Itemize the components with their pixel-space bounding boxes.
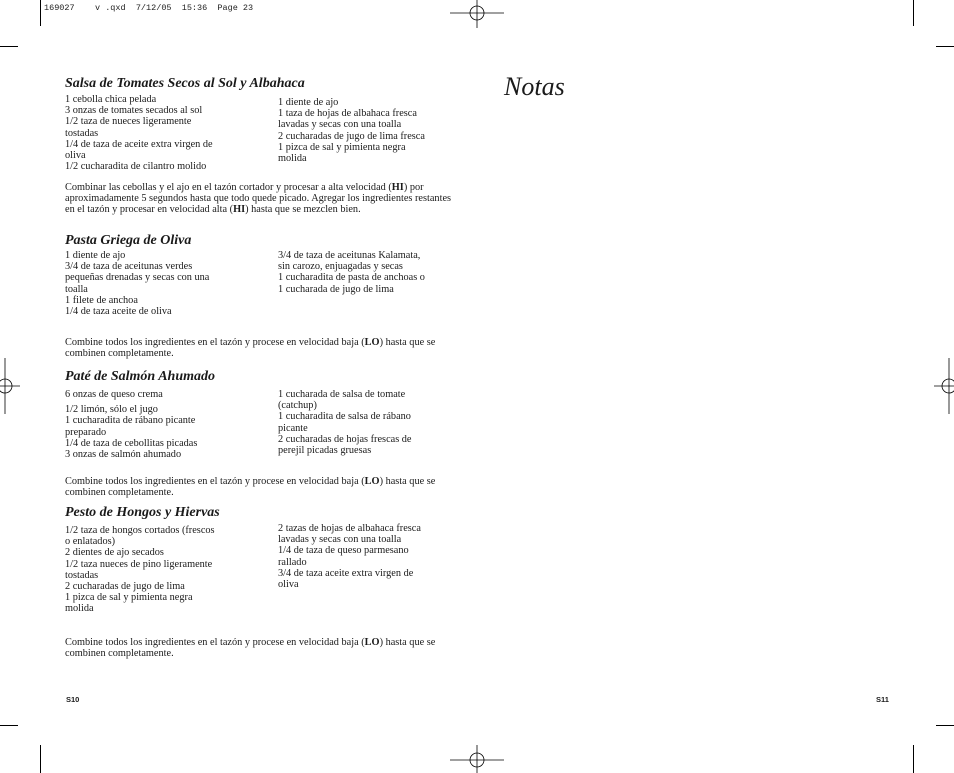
instruction-text: Combine todos los ingredientes en el tazón y procese en velocidad baja ( [65,337,365,348]
ingredient-line: 2 tazas de hojas de albahaca fresca [278,523,421,534]
ingredient-list-right [278,250,456,295]
ingredient-line: 2 cucharadas de hojas frescas de [278,433,412,445]
ingredient-list-left [65,389,245,460]
crop-mark [936,725,954,726]
speed-setting: LO [364,337,380,348]
recipe-title: Pesto de Hongos y Hiervas [65,505,220,520]
ingredient-line: rallado [278,556,307,568]
registration-mark-icon [450,0,504,28]
ingredient-line: oliva [65,150,86,162]
ingredient-list-left [65,525,245,615]
speed-setting: LO [364,637,380,648]
ingredient-list-right [278,523,456,590]
ingredient-line: molida [65,603,94,615]
ingredient-line: picante [278,422,308,434]
file-slug: 169027 v .qxd 7/12/05 15:36 Page 23 [44,3,254,13]
ingredient-line: lavadas y secas con una toalla [278,119,402,131]
recipe-title: Paté de Salmón Ahumado [65,369,216,384]
ingredient-line: 1 cucharada de jugo de lima [278,283,394,295]
instruction-text: Combinar las cebollas y el ajo en el tazón cortador y procesar a alta velocidad ( [65,182,392,193]
ingredient-line: 1/4 de taza de aceite extra virgen de [65,138,213,150]
ingredient-line: 3 onzas de tomates secados al sol [65,105,203,117]
instruction-text: ) por aproximadamente 5 segundos hasta que todo quede picado. Agregar los ingredientes restantes en el tazón y procesar en velocidad alta ( [65,182,452,216]
ingredient-line: 1 filete de anchoa [65,294,138,306]
ingredient-line: lavadas y secas con una toalla [278,534,402,546]
ingredient-list-right [278,389,456,456]
crop-mark [40,745,41,773]
ingredient-line: 1 cebolla chica pelada [65,94,157,105]
ingredient-line: 1/4 de taza de cebollitas picadas [65,437,198,449]
ingredient-line: 1/2 taza de hongos cortados (frescos [65,525,215,536]
ingredient-line: 3/4 de taza de aceitunas Kalamata, [278,250,421,261]
page-number-left: S10 [66,695,80,704]
instruction-text: Combine todos los ingredientes en el tazón y procese en velocidad baja ( [65,637,365,648]
registration-mark-icon [0,358,20,414]
ingredient-line: 3/4 de taza de aceitunas verdes [65,261,193,273]
ingredient-line: 3 onzas de salmón ahumado [65,449,182,461]
ingredient-line: 1 pizca de sal y pimienta negra [278,141,406,153]
crop-mark [913,745,914,773]
speed-setting: LO [364,476,380,487]
registration-mark-icon [450,745,504,773]
ingredient-line: tostadas [65,569,99,581]
ingredient-list-left [65,250,245,317]
instruction-text: ) hasta que se mezclen bien. [245,204,361,216]
ingredient-line: 1/2 taza de nueces ligeramente [65,116,192,128]
ingredient-line: tostadas [65,127,99,139]
ingredient-list-left [65,94,245,172]
ingredient-line: 3/4 de taza aceite extra virgen de [278,567,414,579]
ingredient-line: o enlatados) [65,536,116,548]
ingredient-line: 6 onzas de queso crema [65,389,163,400]
registration-mark-icon [934,358,954,414]
ingredient-line: (catchup) [278,400,317,412]
ingredient-line: 1 cucharadita de salsa de rábano [278,411,411,423]
crop-mark [913,0,914,26]
recipe-instructions [65,182,455,216]
ingredient-line: 1 cucharada de salsa de tomate [278,389,406,400]
ingredient-line: 1 cucharadita de rábano picante [65,415,196,427]
recipe-instructions [65,637,455,659]
ingredient-line: molida [278,153,307,165]
ingredient-line: 1/2 limón, sólo el jugo [65,404,158,416]
ingredient-line: oliva [278,579,299,591]
crop-mark [936,46,954,47]
ingredient-line: perejil picadas gruesas [278,445,372,457]
ingredient-line: 1/2 cucharadita de cilantro molido [65,161,207,173]
instruction-text: ) hasta que se combinen completamente. [65,337,436,360]
page-number-right: S11 [876,695,889,704]
ingredient-list-right [278,97,456,164]
ingredient-line: pequeñas drenadas y secas con una [65,272,210,284]
ingredient-line: preparado [65,426,107,438]
instruction-text: Combine todos los ingredientes en el tazón y procese en velocidad baja ( [65,476,365,487]
recipe-title: Pasta Griega de Oliva [65,233,192,248]
ingredient-line: 1 diente de ajo [65,250,126,261]
ingredient-line: 1 cucharadita de pasta de anchoas o [278,272,425,284]
ingredient-line: sin carozo, enjuagadas y secas [278,261,403,273]
recipe-instructions [65,476,455,498]
recipe-title: Salsa de Tomates Secos al Sol y Albahaca [65,76,305,91]
ingredient-line: 1/2 taza nueces de pino ligeramente [65,558,213,570]
ingredient-line: toalla [65,283,88,295]
instruction-text: ) hasta que se combinen completamente. [65,637,436,660]
instruction-text: ) hasta que se combinen completamente. [65,476,436,499]
crop-mark [40,0,41,26]
crop-mark [0,725,18,726]
crop-mark [0,46,18,47]
speed-setting: HI [233,204,246,216]
ingredient-line: 1/4 de taza aceite de oliva [65,306,172,318]
speed-setting: HI [391,182,404,193]
recipe-instructions [65,337,455,359]
ingredient-line: 1/4 de taza de queso parmesano [278,545,409,557]
notes-heading: Notas [504,72,565,101]
ingredient-line: 1 pizca de sal y pimienta negra [65,592,193,604]
ingredient-line: 2 cucharadas de jugo de lima fresca [278,130,425,142]
ingredient-line: 1 taza de hojas de albahaca fresca [278,108,417,120]
ingredient-line: 1 diente de ajo [278,97,339,108]
ingredient-line: 2 cucharadas de jugo de lima [65,581,185,593]
ingredient-line: 2 dientes de ajo secados [65,547,164,559]
